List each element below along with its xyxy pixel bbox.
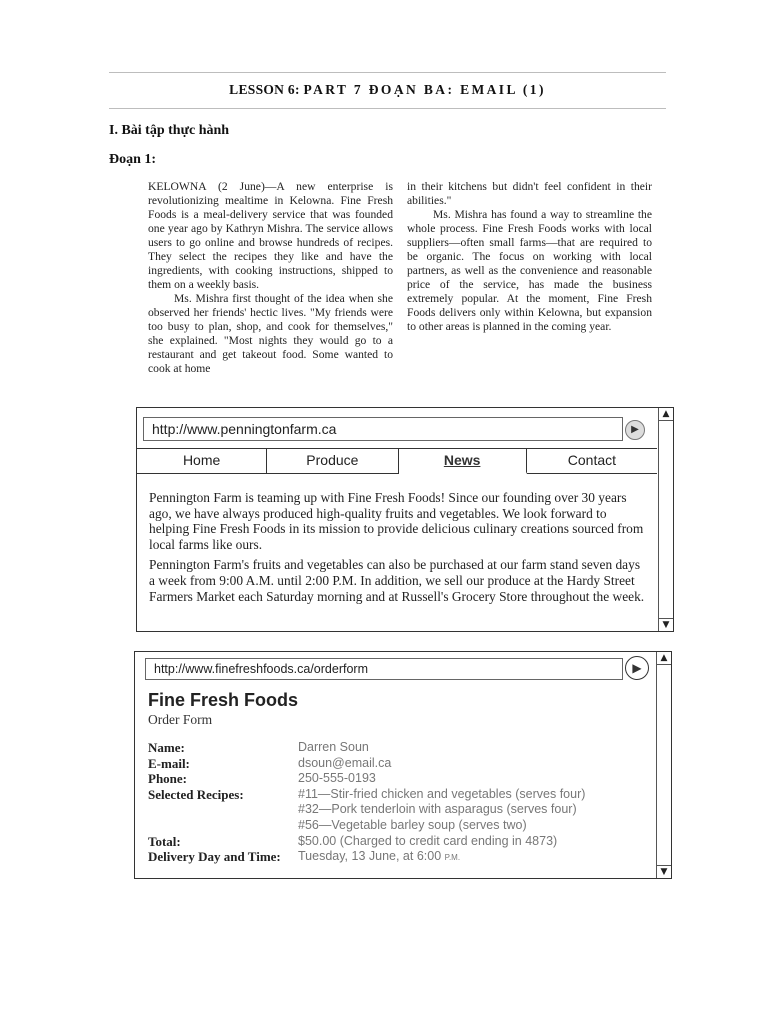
url-text: http://www.finefreshfoods.ca/orderform: [154, 662, 368, 676]
recipes-label: Selected Recipes:: [148, 786, 244, 802]
news-content: [149, 490, 649, 609]
site-nav: [137, 448, 657, 474]
total-value: $50.00 (Charged to credit card ending in 4873): [298, 833, 558, 848]
form-subtitle: Order Form: [148, 712, 213, 727]
url-bar[interactable]: [145, 658, 623, 680]
name-label: Name:: [148, 740, 185, 755]
scrollbar[interactable]: [656, 652, 671, 878]
article-paragraph: Ms. Mishra first thought of the idea when she observed her friends' hectic lives. "My friends were too busy to plan, shop, and cook for themselves," she explained. "Most nights they would go to a restaurant and get takeout food. Some wanted to cook at home: [148, 292, 393, 375]
article-left-column: [148, 180, 393, 376]
article-paragraph: in their kitchens but didn't feel confident in their abilities.": [407, 180, 652, 207]
news-paragraph: Pennington Farm's fruits and vegetables can also be purchased at our farm stand seven days a week from 9:00 A.M. until 2:00 P.M. In addition, we sell our produce at the Hardy Street Farmers Market each Saturday morning and at Russell's Grocery Store throughout the week.: [149, 557, 645, 604]
scroll-up-icon[interactable]: ▲: [657, 652, 671, 665]
delivery-value: Tuesday, 13 June, at 6:00: [298, 849, 442, 864]
delivery-label: Delivery Day and Time:: [148, 849, 281, 865]
article-right-column: [407, 180, 652, 334]
title-lesson: LESSON 6:: [229, 82, 304, 97]
email-label: E-mail:: [148, 755, 190, 771]
play-arrow-icon[interactable]: ▶: [625, 656, 649, 680]
news-paragraph: Pennington Farm is teaming up with Fine Fresh Foods! Since our founding over 30 years ago, we have always produced high-quality fruits and vegetables. We look forward to helping Fine Fresh Foods in its mission to provide delicious culinary creations sourced from local farms like ours.: [149, 490, 644, 552]
email-field[interactable]: dsoun@email.ca: [298, 755, 392, 770]
scrollbar[interactable]: [658, 408, 673, 631]
name-field[interactable]: Darren Soun: [298, 740, 369, 754]
phone-field[interactable]: 250-555-0193: [298, 771, 376, 786]
url-text: http://www.penningtonfarm.ca: [152, 421, 337, 437]
passage-heading: Đoạn 1:: [109, 152, 157, 167]
phone-label: Phone:: [148, 771, 187, 787]
tab-news[interactable]: News: [399, 449, 527, 474]
article-paragraph: KELOWNA (2 June)—A new enterprise is revolutionizing mealtime in Kelowna. Fine Fresh Foods is a meal-delivery service that was founded one year ago by Kathryn Mishra. The service allows users to go online and browse hundreds of recipes. They select the recipes they like and have the ingredients, with cooking instructions, shipped to them on a weekly basis.: [148, 180, 393, 291]
article-paragraph: Ms. Mishra has found a way to streamline the whole process. Fine Fresh Foods works with local suppliers—often small farms—that are required to be organic. The focus on working with local partners, as well as the convenience and reasonable price of the service, has made the business extremely popular. At the moment, Fine Fresh Foods delivers only within Kelowna, but expansion to other areas is planned in the coming year.: [407, 208, 652, 333]
delivery-ampm: P.M.: [444, 853, 461, 863]
brand-title: Fine Fresh Foods: [148, 690, 299, 710]
total-label: Total:: [148, 833, 181, 849]
title-rule: [109, 108, 666, 109]
tab-produce[interactable]: Produce: [267, 449, 398, 473]
recipe-item[interactable]: #32—Pork tenderloin with asparagus (serves four): [298, 802, 577, 817]
scroll-down-icon[interactable]: ▼: [657, 865, 671, 878]
tab-contact[interactable]: Contact: [567, 452, 617, 468]
title-part: PART 7 ĐOẠN BA: EMAIL (1): [303, 82, 546, 97]
scroll-up-icon[interactable]: ▲: [659, 408, 673, 421]
farm-website-window: [136, 407, 674, 632]
recipe-item[interactable]: #11—Stir-fried chicken and vegetables (serves four): [298, 786, 586, 801]
order-form-window: [134, 651, 672, 879]
delivery-field[interactable]: [298, 849, 460, 863]
recipe-item[interactable]: #56—Vegetable barley soup (serves two): [298, 817, 527, 832]
section-heading: I. Bài tập thực hành: [109, 123, 230, 138]
scroll-down-icon[interactable]: ▼: [659, 618, 673, 631]
tab-home[interactable]: Home: [137, 449, 267, 473]
top-rule: [109, 72, 666, 73]
play-arrow-icon[interactable]: ▶: [625, 420, 645, 440]
url-bar[interactable]: [143, 417, 623, 441]
page-title: [109, 82, 666, 98]
